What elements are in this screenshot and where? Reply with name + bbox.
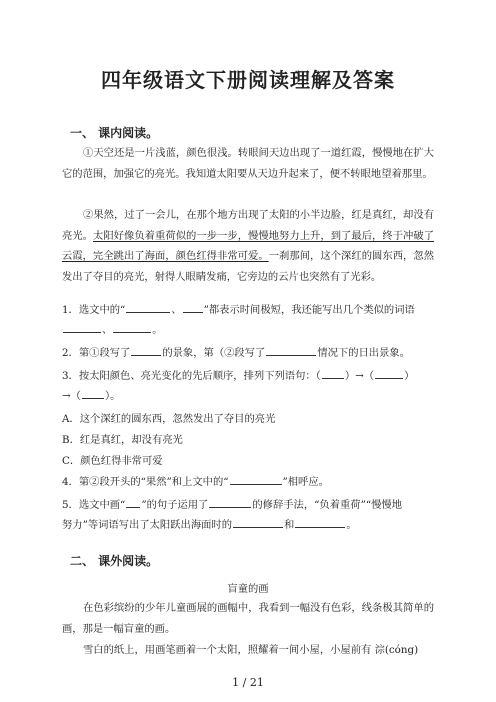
question-2 — [62, 343, 442, 364]
question-5 — [62, 495, 442, 516]
story-paragraph-2: 雪白的纸上，用画笔画着一个太阳，照耀着一间小屋，小屋前有 淙(cóng) — [83, 644, 419, 656]
answer-blank[interactable] — [375, 367, 403, 379]
paragraph-2-opening: ②果然，过了一会儿，在那个地方出现了太阳的小半边脸，红是真红，却没有亮光。 — [62, 209, 434, 242]
passage-paragraph-1: ①天空还是一片浅蓝，颜色很浅。转眼间天边出现了一道红霞，慢慢地在扩大它的范围，加强它的亮光。我知道太阳要从天边升起来了，便不转眼地望着那里。 — [62, 147, 434, 180]
document-title: 四年级语文下册阅读理解及答案 — [101, 68, 395, 92]
question-2-text-cont: 的景象，第（②段写了 — [162, 347, 266, 359]
question-1-line-2 — [62, 320, 442, 341]
option-c: C．颜色红得非常可爱 — [62, 455, 163, 467]
question-5-text-cont: ”的句子运用了 — [141, 499, 209, 511]
section-heading-1: 一、 课内阅读。 — [70, 126, 159, 140]
paragraph-2-ending: 一刹那间，这个深红的圆东西，忽然发出了夺目的亮光，射得人眼睛发痛，它旁边的云片也突然有了光彩。 — [62, 250, 434, 283]
bracket-close: ） — [404, 370, 415, 382]
answer-blank[interactable] — [126, 496, 140, 508]
question-1 — [62, 300, 442, 321]
arrow-text: ）→（ — [344, 370, 375, 382]
answer-blank[interactable] — [233, 516, 283, 528]
answer-blank[interactable] — [183, 301, 203, 313]
question-2-text-end: 情况下的日出景象。 — [317, 347, 410, 359]
question-5-line-2 — [62, 515, 442, 536]
answer-blank[interactable] — [230, 473, 282, 485]
option-b: B．红是真红，却没有亮光 — [62, 434, 183, 446]
period: 。 — [152, 324, 163, 336]
answer-blank[interactable] — [126, 301, 170, 313]
separator: 、 — [102, 324, 113, 336]
conjunction: 和 — [284, 519, 295, 531]
answer-blank[interactable] — [266, 344, 316, 356]
question-3-text: 3．按太阳颜色、亮光变化的先后顺序，排列下列语句：（ — [62, 370, 321, 382]
story-paragraph-1: 在色彩缤纷的少年儿童画展的画幅中，我看到一幅没有色彩，线条极其简单的画，那是一幅盲童的画。 — [62, 602, 434, 635]
section-heading-2: 二、 课外阅读。 — [70, 554, 159, 568]
question-5-text: 5．选文中画“ — [62, 499, 126, 511]
answer-blank[interactable] — [131, 344, 161, 356]
question-2-text: 2．第①段写了 — [62, 347, 131, 359]
underlined-sentence: 太阳好像负着重荷似的一步一步，慢慢地努力上升，到了最后，终于冲破了云霞，完全跳出了海面，颜色红得非常可爱。 — [62, 229, 435, 263]
question-3 — [62, 366, 442, 387]
answer-blank[interactable] — [322, 367, 344, 379]
question-1-text: 1．选文中的“ — [62, 304, 126, 316]
bracket-close: ）。 — [104, 390, 121, 402]
option-a: A．这个深红的圆东西，忽然发出了夺目的亮光 — [62, 413, 276, 425]
page-number: 1 / 21 — [232, 676, 264, 689]
period: 。 — [346, 519, 357, 531]
arrow-text: →（ — [62, 390, 81, 402]
passage-paragraph-2 — [62, 205, 434, 287]
answer-blank[interactable] — [113, 321, 151, 333]
question-4 — [62, 472, 442, 493]
question-3-line-2 — [62, 386, 442, 407]
question-1-text-cont: ”都表示时间极短，我还能写出几个类似的词语 — [203, 304, 415, 316]
question-4-text: 4．第②段开头的“果然”和上文中的“ — [62, 476, 229, 488]
question-5-text-cont3: 努力”等词语写出了太阳跃出海面时的 — [62, 519, 233, 531]
separator: 、 — [171, 304, 182, 316]
answer-blank[interactable] — [82, 387, 104, 399]
answer-blank[interactable] — [209, 496, 251, 508]
story-title: 盲童的画 — [227, 583, 269, 595]
question-4-text-end: ”相呼应。 — [282, 476, 329, 488]
answer-blank[interactable] — [63, 321, 101, 333]
question-5-text-cont2: 的修辞手法，“负着重荷”“慢慢地 — [252, 499, 403, 511]
answer-blank[interactable] — [295, 516, 345, 528]
